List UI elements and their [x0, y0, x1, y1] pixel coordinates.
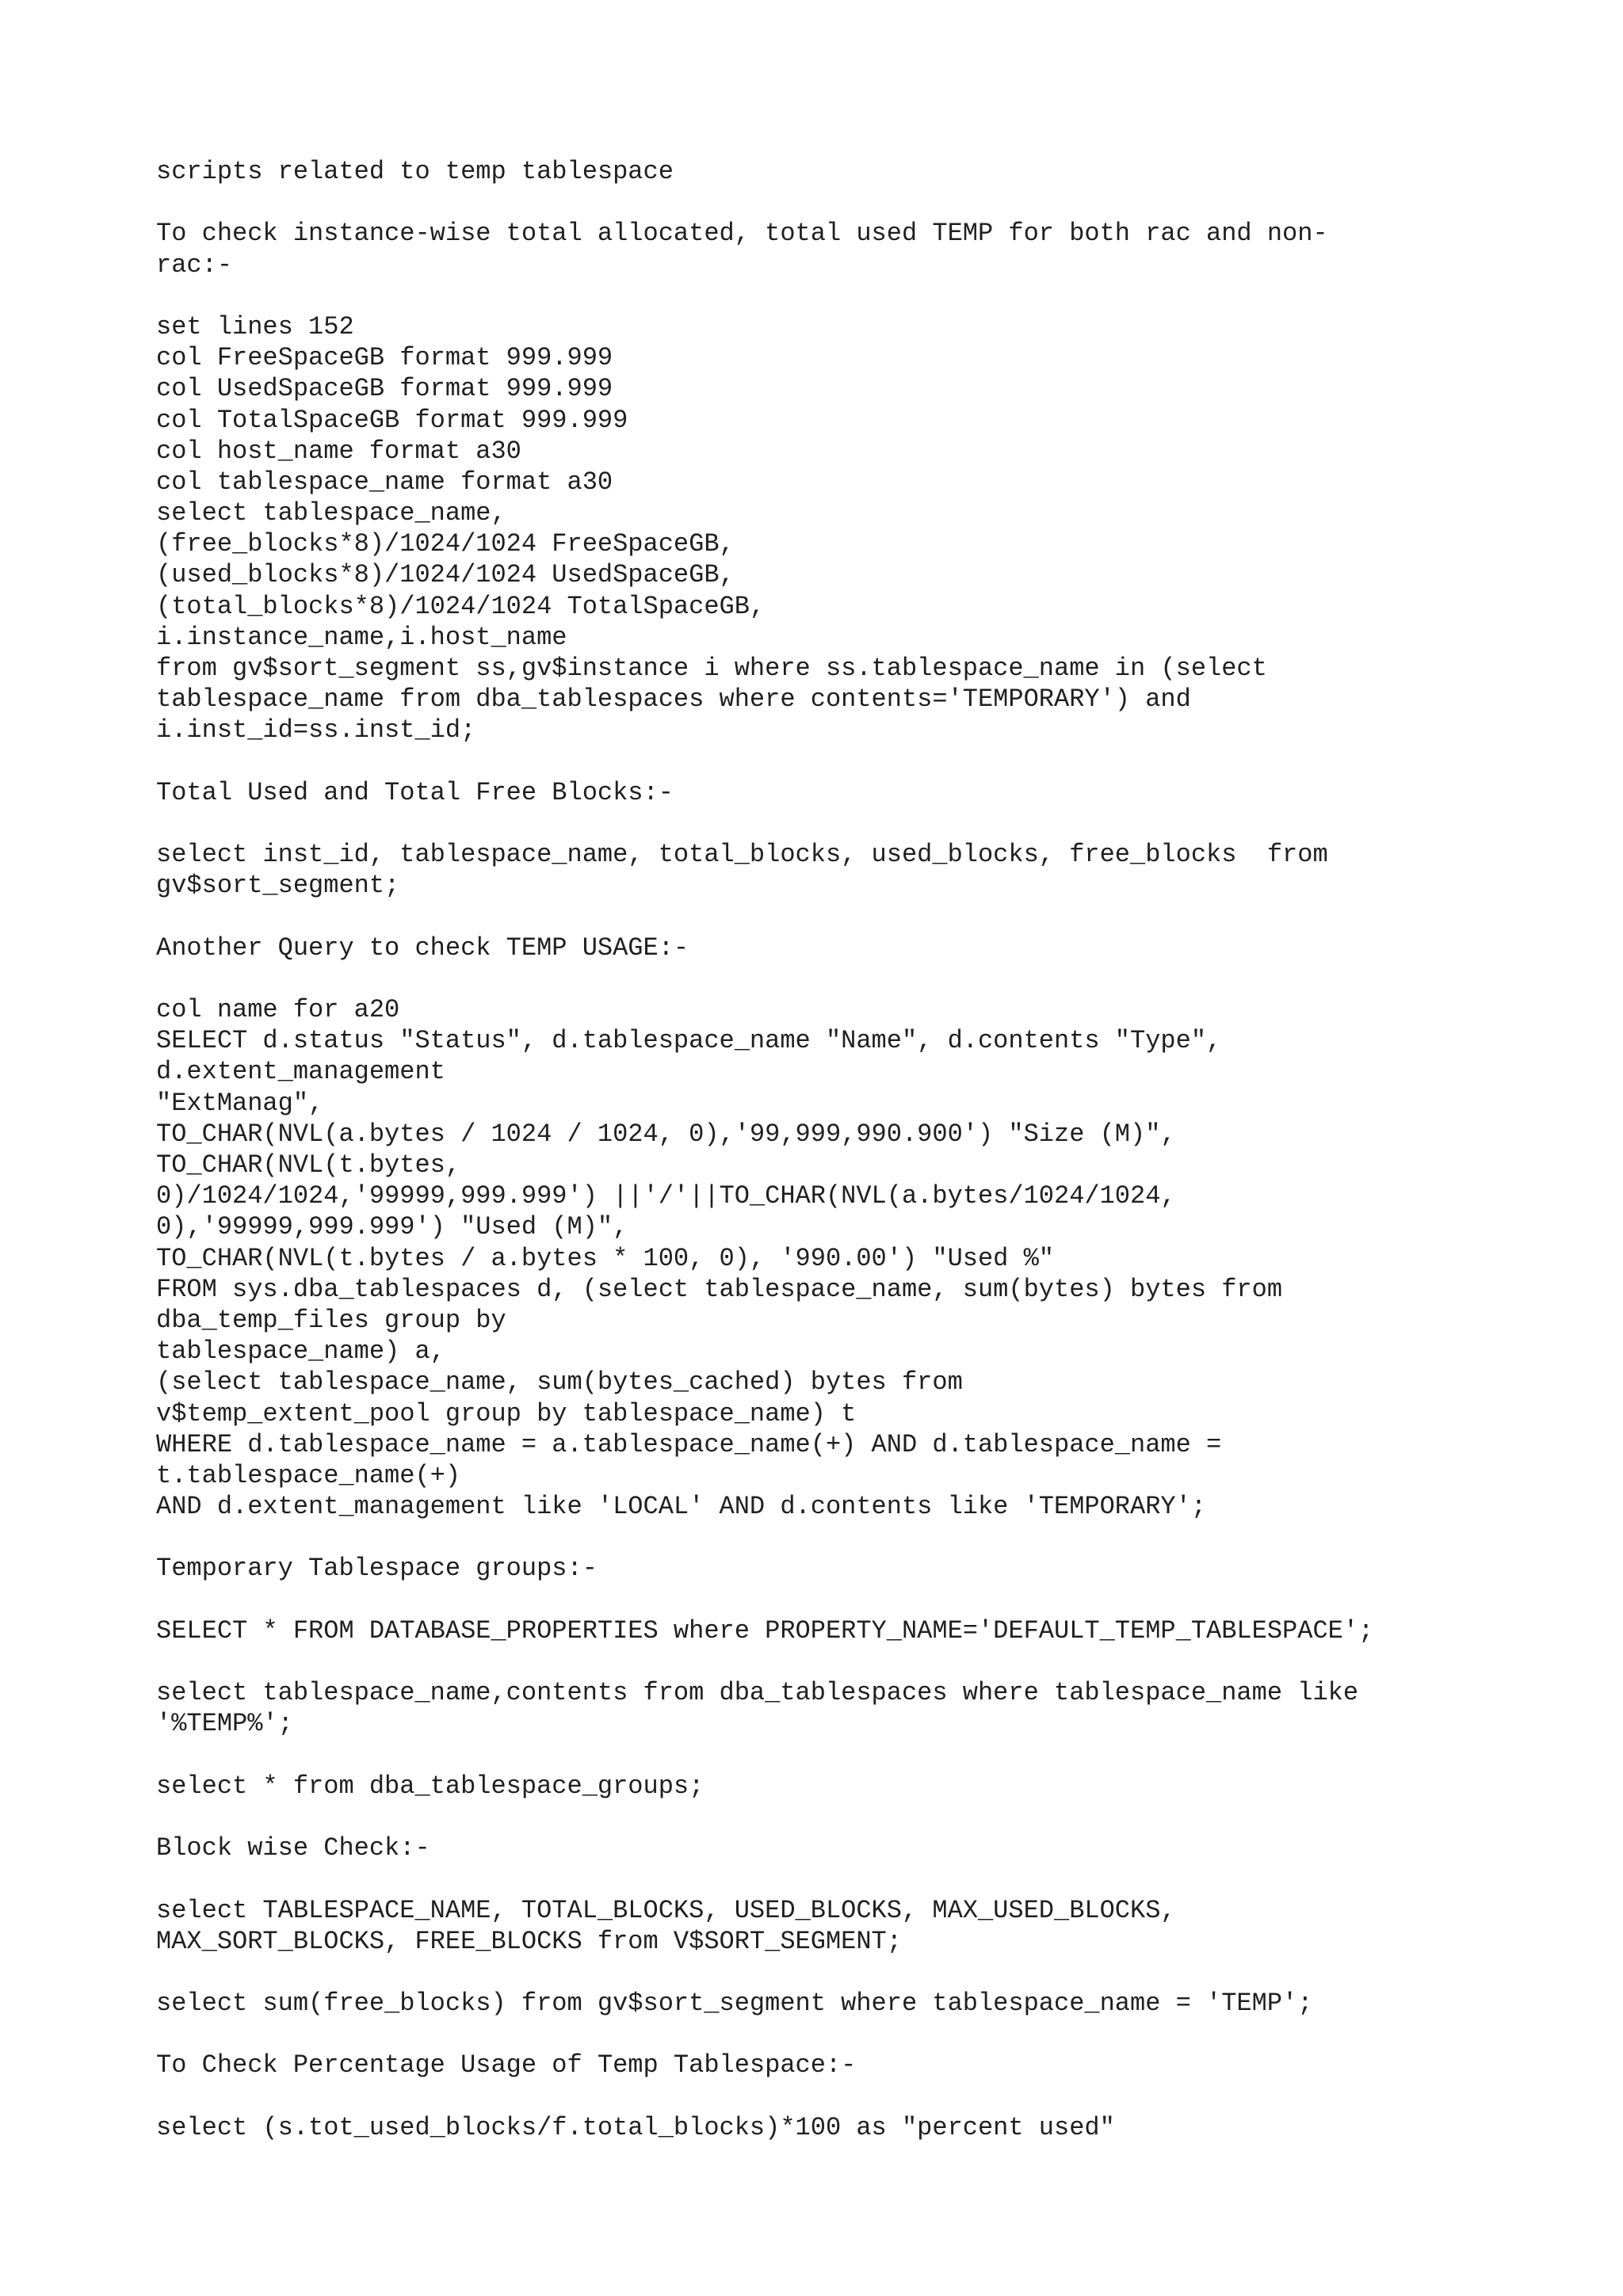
text-line: col tablespace_name format a30 — [156, 467, 613, 497]
blank-line — [156, 2081, 1503, 2112]
text-line: dba_temp_files group by — [156, 1305, 506, 1335]
blank-line — [156, 2019, 1503, 2050]
text-line: d.extent_management — [156, 1057, 445, 1087]
blank-line — [156, 902, 1503, 933]
text-line: gv$sort_segment; — [156, 871, 400, 901]
text-line: scripts related to temp tablespace — [156, 157, 674, 186]
text-line: TO_CHAR(NVL(t.bytes, — [156, 1150, 461, 1180]
text-line: Another Query to check TEMP USAGE:- — [156, 933, 689, 963]
blank-line — [156, 1585, 1503, 1615]
text-line: TO_CHAR(NVL(a.bytes / 1024 / 1024, 0),'99,999,990.900') "Size (M)", — [156, 1119, 1176, 1149]
text-line: tablespace_name from dba_tablespaces where contents='TEMPORARY') and — [156, 685, 1191, 715]
text-line: i.instance_name,i.host_name — [156, 622, 567, 652]
blank-line — [156, 1740, 1503, 1771]
blank-line — [156, 746, 1503, 777]
text-line: MAX_SORT_BLOCKS, FREE_BLOCKS from V$SORT_SEGMENT; — [156, 1926, 902, 1956]
text-line: tablespace_name) a, — [156, 1337, 445, 1367]
text-line: FROM sys.dba_tablespaces d, (select tablespace_name, sum(bytes) bytes from — [156, 1274, 1283, 1304]
text-line: SELECT * FROM DATABASE_PROPERTIES where PROPERTY_NAME='DEFAULT_TEMP_TABLESPACE'; — [156, 1615, 1374, 1646]
text-line: AND d.extent_management like 'LOCAL' AND d.contents like 'TEMPORARY'; — [156, 1492, 1207, 1522]
blank-line — [156, 1646, 1503, 1677]
text-line: col UsedSpaceGB format 999.999 — [156, 374, 613, 404]
text-line: col TotalSpaceGB format 999.999 — [156, 405, 628, 435]
text-line: select sum(free_blocks) from gv$sort_segment where tablespace_name = 'TEMP'; — [156, 1989, 1313, 2019]
text-line: WHERE d.tablespace_name = a.tablespace_name(+) AND d.tablespace_name = — [156, 1429, 1222, 1459]
text-line: Total Used and Total Free Blocks:- — [156, 777, 674, 807]
text-line: select inst_id, tablespace_name, total_blocks, used_blocks, free_blocks from — [156, 840, 1328, 870]
text-line: set lines 152 — [156, 311, 354, 341]
text-line: "ExtManag", — [156, 1088, 324, 1118]
text-line: select TABLESPACE_NAME, TOTAL_BLOCKS, USED_BLOCKS, MAX_USED_BLOCKS, — [156, 1895, 1176, 1925]
text-line: rac:- — [156, 250, 233, 280]
document-body — [156, 156, 1503, 2143]
text-line: (select tablespace_name, sum(bytes_cached) bytes from — [156, 1367, 963, 1398]
text-line: col host_name format a30 — [156, 436, 521, 466]
blank-line — [156, 1957, 1503, 1988]
blank-line — [156, 280, 1503, 311]
text-line: t.tablespace_name(+) — [156, 1460, 461, 1490]
text-line: select * from dba_tablespace_groups; — [156, 1771, 705, 1801]
text-line: col name for a20 — [156, 995, 400, 1025]
text-line: Temporary Tablespace groups:- — [156, 1554, 598, 1584]
text-line: (free_blocks*8)/1024/1024 FreeSpaceGB, — [156, 529, 735, 559]
text-line: v$temp_extent_pool group by tablespace_name) t — [156, 1398, 857, 1428]
text-line: col FreeSpaceGB format 999.999 — [156, 343, 613, 373]
text-line: '%TEMP%'; — [156, 1709, 293, 1739]
blank-line — [156, 808, 1503, 839]
blank-line — [156, 963, 1503, 994]
text-line: (total_blocks*8)/1024/1024 TotalSpaceGB, — [156, 591, 766, 621]
blank-line — [156, 1802, 1503, 1833]
text-line: select tablespace_name, — [156, 498, 506, 528]
text-line: To check instance-wise total allocated, total used TEMP for both rac and non- — [156, 219, 1328, 249]
text-line: i.inst_id=ss.inst_id; — [156, 715, 476, 746]
text-line: Block wise Check:- — [156, 1833, 430, 1863]
text-line: (used_blocks*8)/1024/1024 UsedSpaceGB, — [156, 560, 735, 590]
blank-line — [156, 1522, 1503, 1553]
text-line: 0),'99999,999.999') "Used (M)", — [156, 1212, 628, 1242]
text-line: 0)/1024/1024,'99999,999.999') ||'/'||TO_CHAR(NVL(a.bytes/1024/1024, — [156, 1181, 1176, 1211]
blank-line — [156, 187, 1503, 218]
text-line: from gv$sort_segment ss,gv$instance i where ss.tablespace_name in (select — [156, 654, 1267, 683]
text-line: select (s.tot_used_blocks/f.total_blocks)*100 as "percent used" — [156, 2112, 1115, 2142]
text-line: To Check Percentage Usage of Temp Tablespace:- — [156, 2050, 857, 2081]
text-line: select tablespace_name,contents from dba_tablespaces where tablespace_name like — [156, 1678, 1359, 1708]
text-line: TO_CHAR(NVL(t.bytes / a.bytes * 100, 0), '990.00') "Used %" — [156, 1243, 1054, 1273]
blank-line — [156, 1863, 1503, 1894]
text-line: SELECT d.status "Status", d.tablespace_name "Name", d.contents "Type", — [156, 1026, 1222, 1056]
